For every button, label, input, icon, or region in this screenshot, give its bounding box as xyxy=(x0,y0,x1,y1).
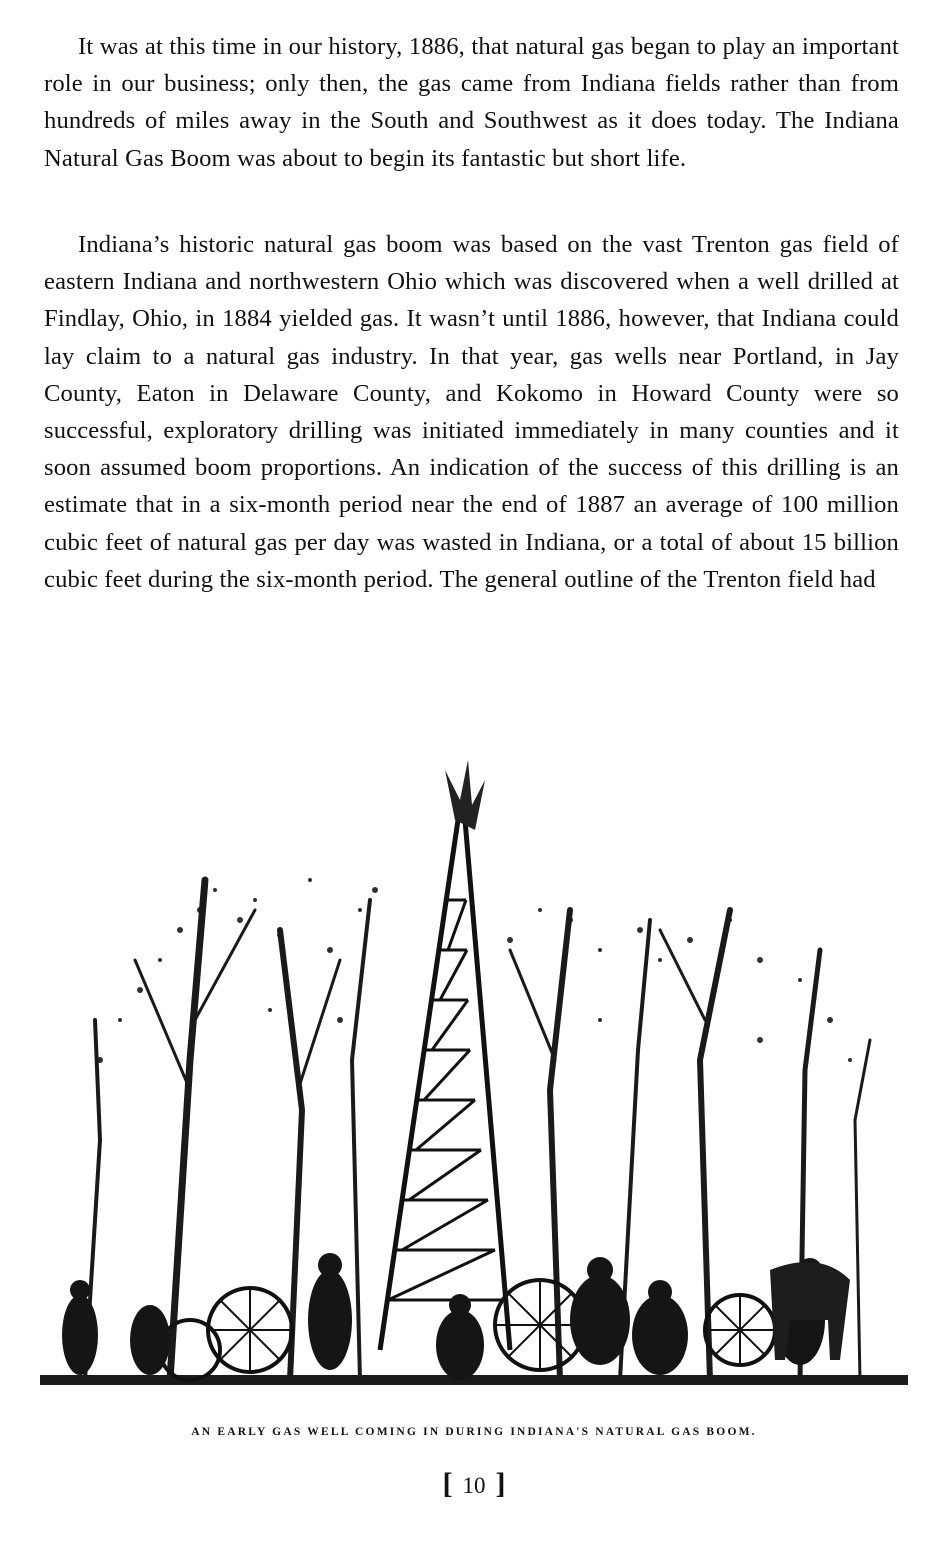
page-number-value: 10 xyxy=(462,1473,486,1498)
page-number xyxy=(0,1467,948,1501)
page-number-left-bracket: [ xyxy=(442,1467,453,1500)
gas-well-engraving xyxy=(40,760,908,1400)
body-paragraph-2: Indiana’s historic natural gas boom was based on the vast Trenton gas field of eastern Indiana and northwestern Ohio which was discovered when a well drilled at Findlay, Ohio, in 1884 yielded gas. It wasn’t until 1886, however, that Indiana could lay claim to a natural gas industry. In that year, gas wells near Portland, in Jay County, Eaton in Delaware County, and Kokomo in Howard County were so successful, exploratory drilling was initiated immediately in many counties and it soon assumed boom proportions. An indication of the success of this drilling is an estimate that in a six-month period near the end of 1887 an average of 100 million cubic feet of natural gas per day was wasted in Indiana, or a total of about 15 billion cubic feet during the six-month period. The general outline of the Trenton field had xyxy=(44,231,899,593)
body-paragraph-1: It was at this time in our history, 1886, that natural gas began to play an important role in our business; only then, the gas came from Indiana fields rather than from hundreds of miles away in the South and Southwest as it does today. The Indiana Natural Gas Boom was about to begin its fantastic but short life. xyxy=(44,33,899,172)
figure-caption: AN EARLY GAS WELL COMING IN DURING INDIANA'S NATURAL GAS BOOM. xyxy=(191,1426,757,1438)
page-number-right-bracket: ] xyxy=(495,1467,506,1500)
